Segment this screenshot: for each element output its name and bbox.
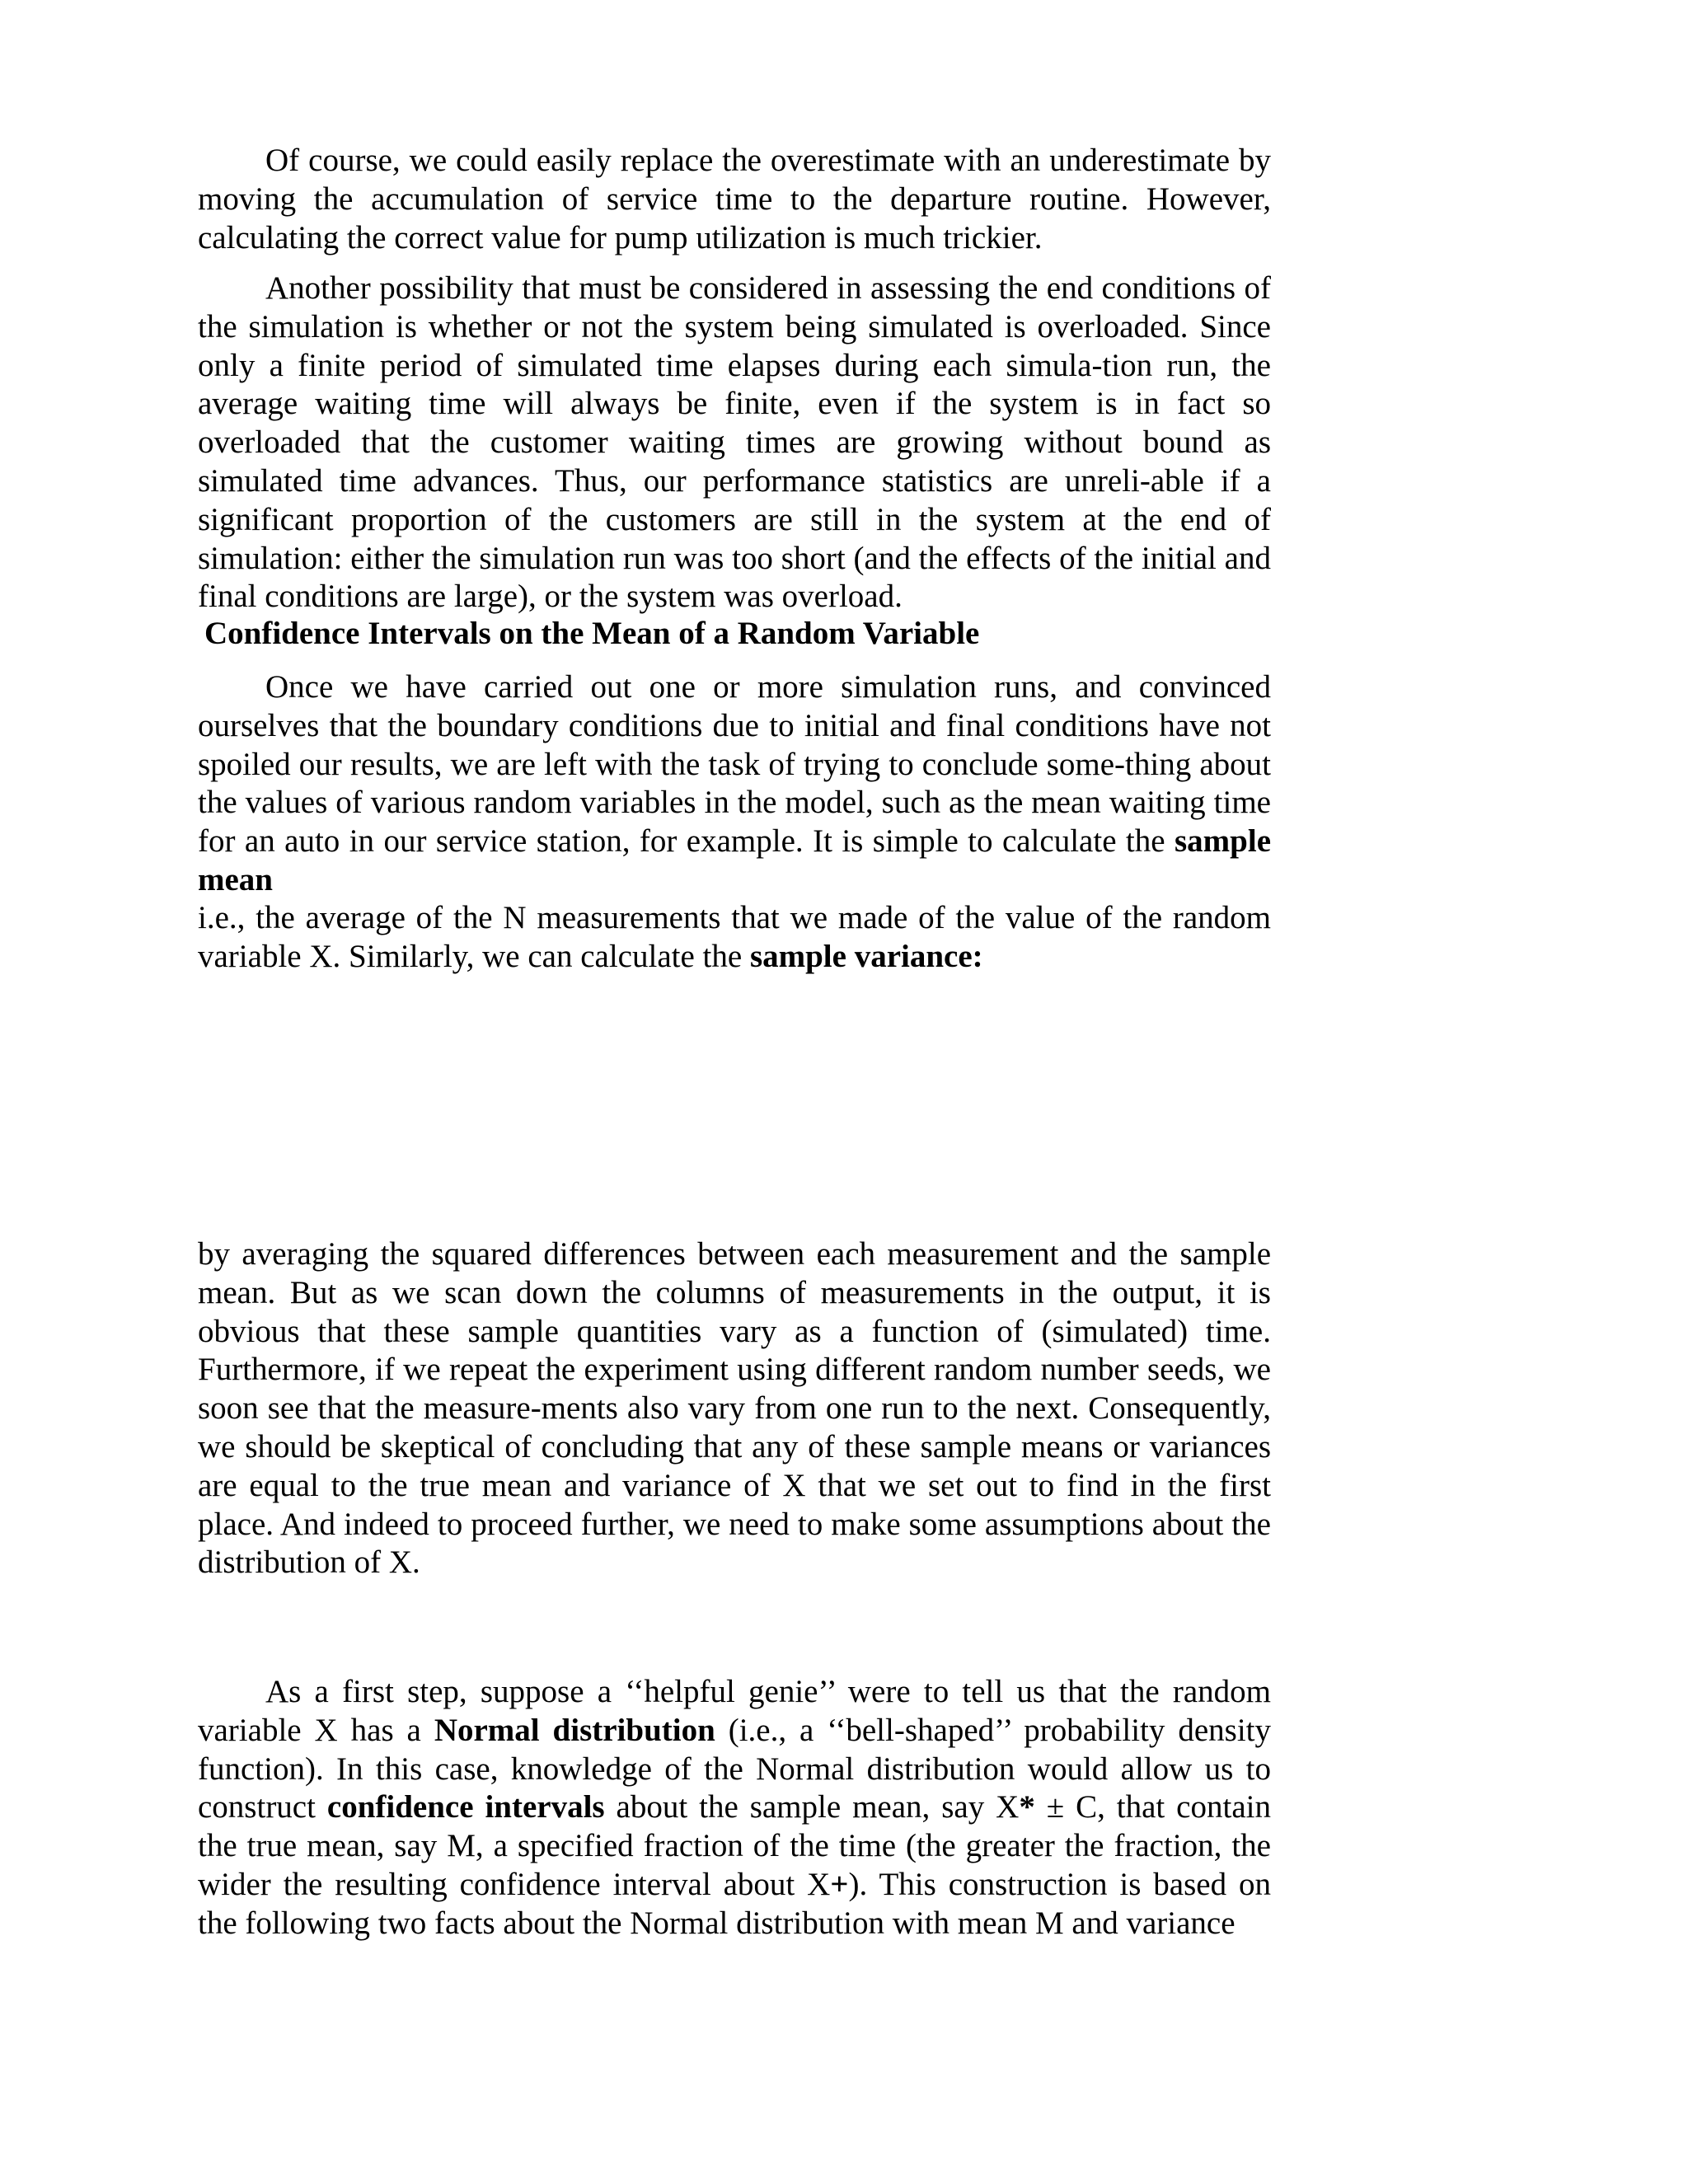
genie-text-3: about the sample mean, say X bbox=[604, 1789, 1020, 1825]
paragraph-sample-variance-text: i.e., the average of the N measurements that we made of the value of the random variable X. Similarly, we can calculate the bbox=[198, 900, 1271, 974]
paragraph-overestimate bbox=[198, 142, 1271, 257]
paragraph-sample-mean bbox=[198, 668, 1271, 900]
genie-text-4: ± C, that contain the true mean, say M, a specified fraction of the time (the greater the fraction, the wider the resulting confidence interval about X bbox=[198, 1789, 1271, 1902]
term-normal-distribution: Normal distribution bbox=[434, 1712, 715, 1748]
genie-text-5: ). This construction is based on the following two facts about the Normal distribution with mean M and variance bbox=[198, 1866, 1271, 1941]
paragraph-overloaded-text: Another possibility that must be considered in assessing the end conditions of the simulation is whether or not the system being simulated is overloaded. Since only a finite period of simulated time elapses during each simula-tion run, the average waiting time will always be finite, even if the system is in fact so overloaded that the customer waiting times are growing without bound as simulated time advances. Thus, our performance statistics are unreli-able if a significant proportion of the customers are still in the system at the end of simulation: either the simulation run was too short (and the effects of the initial and final conditions are large), or the system was overload. bbox=[198, 270, 1271, 615]
term-sample-variance: sample variance: bbox=[749, 938, 983, 974]
paragraph-sample-variance bbox=[198, 899, 1271, 977]
paragraph-sample-mean-text: Once we have carried out one or more simulation runs, and convinced ourselves that the boundary conditions due to initial and final conditions have not spoiled our results, we are left with the task of trying to conclude some-thing about the values of various random variables in the model, such as the mean waiting time for an auto in our service station, for example. It is simple to calculate the bbox=[198, 669, 1271, 860]
genie-text-2: (i.e., a ‘‘bell-shaped’’ probability density function). In this case, knowledge of the Normal distribution would allow us to construct bbox=[198, 1712, 1271, 1825]
term-sample-mean: sample mean bbox=[198, 823, 1271, 898]
term-confidence-intervals: confidence intervals bbox=[326, 1789, 605, 1825]
genie-text-1: As a first step, suppose a ‘‘helpful genie’’ were to tell us that the random variable X has a bbox=[198, 1674, 1271, 1748]
plus-symbol: + bbox=[830, 1866, 849, 1902]
paragraph-overloaded bbox=[198, 269, 1271, 616]
paragraph-overestimate-text: Of course, we could easily replace the overestimate with an underestimate by moving the accumulation of service time to the departure routine. However, calculating the correct value for pump utilization is much trickier. bbox=[198, 143, 1271, 255]
paragraph-squared-differences bbox=[198, 1235, 1271, 1582]
section-heading: Confidence Intervals on the Mean of a Random Variable bbox=[204, 616, 980, 651]
paragraph-squared-differences-text: by averaging the squared differences between each measurement and the sample mean. But as we scan down the columns of measurements in the output, it is obvious that these sample quantities vary as a function of (simulated) time. Furthermore, if we repeat the experiment using different random number seeds, we soon see that the measure-ments also vary from one run to the next. Consequently, we should be skeptical of concluding that any of these sample means or variances are equal to the true mean and variance of X that we set out to find in the first place. And indeed to proceed further, we need to make some assumptions about the distribution of X. bbox=[198, 1236, 1271, 1581]
asterisk-symbol: * bbox=[1019, 1789, 1035, 1825]
paragraph-helpful-genie bbox=[198, 1673, 1271, 1943]
